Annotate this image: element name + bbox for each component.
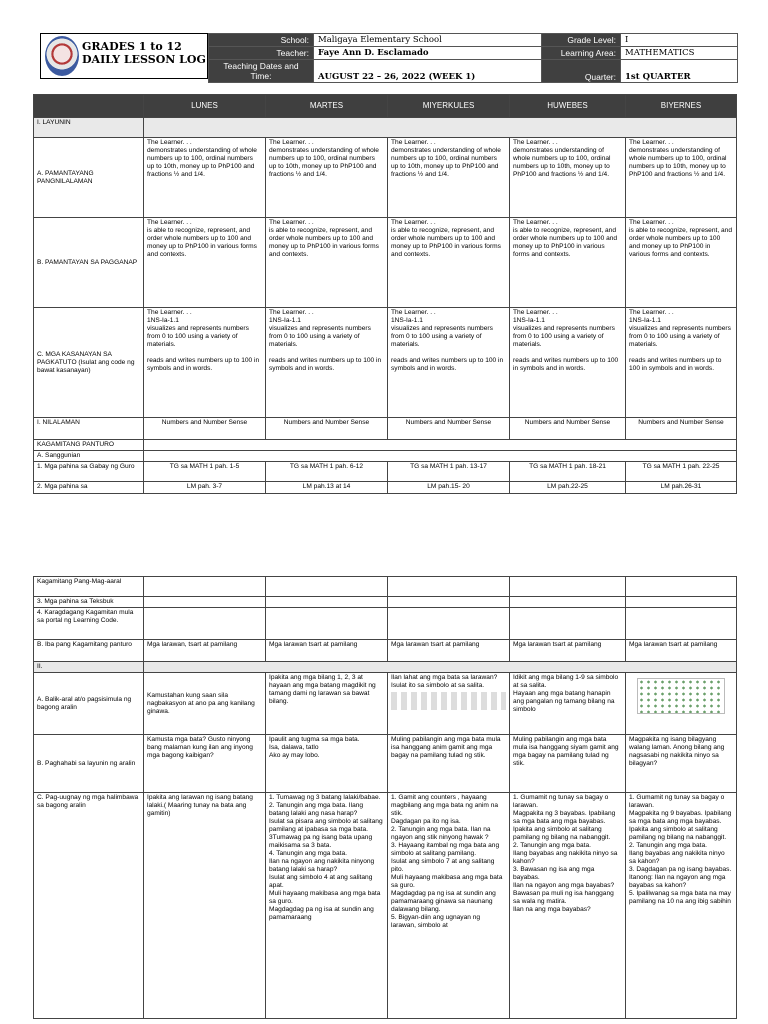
cell: The Learner. . . is able to recognize, represent, and order whole numbers up to 100 and money up to PhP100 in various forms and contexts.: [626, 218, 737, 308]
cell: [266, 597, 388, 608]
cell: The Learner. . . is able to recognize, represent, and order whole numbers up to 100 and money up to PhP100 in various forms and contexts.: [266, 218, 388, 308]
cell: [510, 597, 626, 608]
cell: Numbers and Number Sense: [266, 418, 388, 440]
day-header: HUWEBES: [510, 95, 626, 118]
cell: [388, 577, 510, 597]
cell: Magpakita ng isang bilagyang walang laman. Anong bilang ang nagsasabi ng nakikita ninyo sa bilagyan?: [626, 735, 737, 793]
row-label-iba-pang-kagamitan: B. Iba pang Kagamitang panturo: [34, 640, 144, 662]
cell: LM pah.15- 20: [388, 482, 510, 494]
cell: [388, 673, 510, 735]
row-label-nilalaman: I. NILALAMAN: [34, 418, 144, 440]
row-label-sanggunian: A. Sanggunian: [34, 451, 144, 462]
cell: 1. Gamit ang counters , hayaang magbilang ang mga bata ng anim na stik. Dagdagan pa ito ng isa. 2. Tanungin ang mga bata. Ilan na ngayon ang stik ninyong hawak ? 3. Hayaang itambal ng mga bata ang simbolo at salitang pamilang. Isulat ang simbolo 7 at ang salitang pito. Muli hayaang makibasa ang mga bata sa guro. Magdagdag pa ng isa at sundin ang pamamaraang ginawa sa naunang dalawang bilang. 5. Bigyan-diin ang ugnayan ng larawan, simbolo at: [388, 793, 510, 1019]
cell: 1. Tumawag ng 3 batang lalaki/babae. 2. Tanungin ang mga bata. Ilang batang lalaki ang nasa harap? Isulat sa pisara ang simbolo at salitang pamilang at ipabasa sa mga bata. 3Tumawag pa ng isang bata upang maikisama sa 3 bata. 4. Tanungin ang mga bata. Ilan na ngayon ang nakikita ninyong batang lalaki sa harap? Isulat ang simbolo 4 at ang salitang apat. Muli hayaang makibasa ang mga bata sa guro. Magdagdag pa ng isa at sundin ang pamamaraang: [266, 793, 388, 1019]
cell: [626, 577, 737, 597]
cell: Muling pabilangin ang mga bata mula isa hanggang siyam gamit ang mga bagay na pamilang tulad ng stik.: [510, 735, 626, 793]
cell: The Learner. . . demonstrates understanding of whole numbers up to 100, ordinal numbers up to 10th, money up to PhP100 and fractions ½ and 1/4.: [626, 138, 737, 218]
cell: [626, 673, 737, 735]
log-title-line2: DAILY LESSON LOG: [82, 53, 206, 66]
row-label-teksbuk: 3. Mga pahina sa Teksbuk: [34, 597, 144, 608]
cell: TG sa MATH 1 pah. 13-17: [388, 462, 510, 482]
log-title-line1: GRADES 1 to 12: [82, 40, 182, 53]
lesson-table-part1: [33, 94, 737, 494]
cell: Numbers and Number Sense: [144, 418, 266, 440]
cell: TG sa MATH 1 pah. 1-5: [144, 462, 266, 482]
school-value: Maligaya Elementary School: [314, 34, 542, 47]
row-label-paghahabi: B. Paghahabi sa layunin ng aralin: [34, 735, 144, 793]
row-label-pamantayan-sa-pagganap: B. PAMANTAYAN SA PAGGANAP: [34, 218, 144, 308]
day-header: MIYERKULES: [388, 95, 510, 118]
cell: [144, 597, 266, 608]
cell: The Learner. . . 1NS-Ia-1.1 visualizes and represents numbers from 0 to 100 using a variety of materials. reads and writes numbers up to 100 in symbols and in words.: [388, 308, 510, 418]
school-label: School:: [209, 34, 314, 47]
cell: The Learner. . . is able to recognize, represent, and order whole numbers up to 100 and money up to PhP100 in various forms and contexts.: [510, 218, 626, 308]
cell: The Learner. . . 1NS-Ia-1.1 visualizes and represents numbers from 0 to 100 using a variety of materials. reads and writes numbers up to 100 in symbols and in words.: [266, 308, 388, 418]
cell: [388, 597, 510, 608]
row-label-portal: 4. Karagdagang Kagamitan mula sa portal ng Learning Code.: [34, 608, 144, 640]
grade-label: Grade Level:: [542, 34, 621, 47]
cell: Mga larawan tsart at pamilang: [388, 640, 510, 662]
blank-band: [144, 440, 737, 451]
cell: LM pah.26-31: [626, 482, 737, 494]
corner-header: [34, 95, 144, 118]
cell: Numbers and Number Sense: [626, 418, 737, 440]
cell: LM pah. 3-7: [144, 482, 266, 494]
cell: The Learner. . . demonstrates understanding of whole numbers up to 100, ordinal numbers up to 10th, money up to PhP100 and fractions ½ and 1/4.: [144, 138, 266, 218]
row-label-pag-uugnay: C. Pag-uugnay ng mga halimbawa sa bagong aralin: [34, 793, 144, 1019]
cell: [266, 577, 388, 597]
cell: Kamustahan kung saan sila nagbakasyon at ano pa ang kanilang ginawa.: [144, 673, 266, 735]
cell: Muling pabilangin ang mga bata mula isa hanggang anim gamit ang mga bagay na pamilang tulad ng stik.: [388, 735, 510, 793]
cell: Mga larawan, tsart at pamilang: [144, 640, 266, 662]
row-label-ii: II.: [34, 662, 144, 673]
cell: The Learner. . . demonstrates understanding of whole numbers up to 100, ordinal numbers up to 10th, money up to PhP100 and fractions ½ and 1/4.: [266, 138, 388, 218]
deped-seal-icon: [45, 36, 79, 76]
dates-value: AUGUST 22 – 26, 2022 (WEEK 1): [314, 60, 542, 83]
layunin-band: [144, 118, 737, 138]
cell-text: Ilan lahat ang mga bata sa larawan? Isulat ito sa simbolo at sa salita.: [391, 674, 498, 689]
day-header: BIYERNES: [626, 95, 737, 118]
dates-label: Teaching Dates and Time:: [209, 60, 314, 83]
cell: Numbers and Number Sense: [388, 418, 510, 440]
cell: Mga larawan tsart at pamilang: [626, 640, 737, 662]
cell: The Learner. . . demonstrates understanding of whole numbers up to 100, ordinal numbers up to 10th, money up to PhP100 and fractions ½ and 1/4.: [510, 138, 626, 218]
area-value: MATHEMATICS: [621, 47, 738, 60]
cell: [510, 608, 626, 640]
row-label-balik-aral: A. Balik-aral at/o pagsisimula ng bagong aralin: [34, 673, 144, 735]
cell: TG sa MATH 1 pah. 6-12: [266, 462, 388, 482]
teacher-value: Faye Ann D. Esclamado: [314, 47, 542, 60]
quarter-label: Quarter:: [542, 60, 621, 83]
cell: The Learner. . . 1NS-Ia-1.1 visualizes and represents numbers from 0 to 100 using a variety of materials. reads and writes numbers up to 100 in symbols and in words.: [144, 308, 266, 418]
header-info-table: [208, 33, 738, 83]
ii-band: [144, 662, 737, 673]
row-label-gabay-ng-guro: 1. Mga pahina sa Gabay ng Guro: [34, 462, 144, 482]
counters-grid-picture: [637, 678, 725, 714]
cell: Kamusta mga bata? Gusto ninyong bang malaman kung ilan ang inyong mga bagong kaibigan?: [144, 735, 266, 793]
row-label-pamantayang-pangnilalaman: A. PAMANTAYANG PANGNILALAMAN: [34, 138, 144, 218]
cell: The Learner. . . is able to recognize, represent, and order whole numbers up to 100 and money up to PhP100 in various forms and contexts.: [144, 218, 266, 308]
cell: Ipakita ang larawan ng isang batang lalaki.( Maaring tunay na bata ang gamitin): [144, 793, 266, 1019]
cell: [388, 608, 510, 640]
cell: Mga larawan tsart at pamilang: [266, 640, 388, 662]
cell: [510, 577, 626, 597]
cell: [626, 608, 737, 640]
cell: The Learner. . . 1NS-Ia-1.1 visualizes and represents numbers from 0 to 100 using a variety of materials. reads and writes numbers up to 100 in symbols and in words.: [510, 308, 626, 418]
cell: LM pah.22-25: [510, 482, 626, 494]
row-label-lm: 2. Mga pahina sa: [34, 482, 144, 494]
cell: TG sa MATH 1 pah. 22-25: [626, 462, 737, 482]
cell: Ipaulit ang tugma sa mga bata. Isa, dalawa, tatlo Ako ay may lobo.: [266, 735, 388, 793]
cell: 1. Gumamit ng tunay sa bagay o larawan. Magpakita ng 9 bayabas. Ipabilang sa mga bata ang mga bayabas. Ipakita ang simbolo at salitang pamilang ng bilang na nabanggit. 2. Tanungin ang mga bata. Ilang bayabas ang nakikita ninyo sa kahon? 3. Dagdagan pa ng isang bayabas. Itanong: Ilan na ngayon ang mga bayabas sa kahon? 5. Ipalilwanag sa mga bata na may pamilang na 10 na ang ibig sabihin: [626, 793, 737, 1019]
quarter-value: 1st QUARTER: [621, 60, 738, 83]
teacher-label: Teacher:: [209, 47, 314, 60]
row-label-pang-mag-aaral: Kagamitang Pang-Mag-aaral: [34, 577, 144, 597]
cell: LM pah.13 at 14: [266, 482, 388, 494]
cell: Mga larawan tsart at pamilang: [510, 640, 626, 662]
blank-band: [144, 451, 737, 462]
row-label-kasanayan-sa-pagkatuto: C. MGA KASANAYAN SA PAGKATUTO (Isulat ang code ng bawat kasanayan): [34, 308, 144, 418]
cell: [266, 608, 388, 640]
area-label: Learning Area:: [542, 47, 621, 60]
children-picture: [391, 692, 506, 710]
grade-value: I: [621, 34, 738, 47]
cell: 1. Gumamit ng tunay sa bagay o larawan. Magpakita ng 3 bayabas. Ipabilang sa mga bata ang mga bayabas. Ipakita ang simbolo at salitang pamilang ng bilang na nabanggit. 2. Tanungin ang mga bata. Ilang bayabas ang nakikita ninyo sa kahon? 3. Bawasan ng isa ang mga bayabas. Ilan na ngayon ang mga bayabas? Bawasan pa muli ng isa hanggang sa wala ng matira. Ilan na ang mga bayabas?: [510, 793, 626, 1019]
cell: The Learner. . . demonstrates understanding of whole numbers up to 100, ordinal numbers up to 10th, money up to PhP100 and fractions ½ and 1/4.: [388, 138, 510, 218]
cell: [144, 577, 266, 597]
cell: [626, 597, 737, 608]
lesson-table-part2: [33, 576, 737, 1019]
cell: TG sa MATH 1 pah. 18-21: [510, 462, 626, 482]
cell: Numbers and Number Sense: [510, 418, 626, 440]
cell: [144, 608, 266, 640]
log-title: [82, 40, 206, 66]
row-label-layunin: I. LAYUNIN: [34, 118, 144, 138]
cell: The Learner. . . is able to recognize, represent, and order whole numbers up to 100 and money up to PhP100 in various forms and contexts.: [388, 218, 510, 308]
row-label-kagamitang-panturo: KAGAMITANG PANTURO: [34, 440, 144, 451]
cell: Idikit ang mga bilang 1-9 sa simbolo at sa salita. Hayaan ang mga batang hanapin ang pangalan ng tamang bilang na simbolo: [510, 673, 626, 735]
cell: Ipakita ang mga bilang 1, 2, 3 at hayaan ang mga batang magdikit ng tamang dami ng larawan sa bawat bilang.: [266, 673, 388, 735]
day-header: MARTES: [266, 95, 388, 118]
day-header: LUNES: [144, 95, 266, 118]
cell: The Learner. . . 1NS-Ia-1.1 visualizes and represents numbers from 0 to 100 using a variety of materials. reads and writes numbers up to 100 in symbols and in words.: [626, 308, 737, 418]
